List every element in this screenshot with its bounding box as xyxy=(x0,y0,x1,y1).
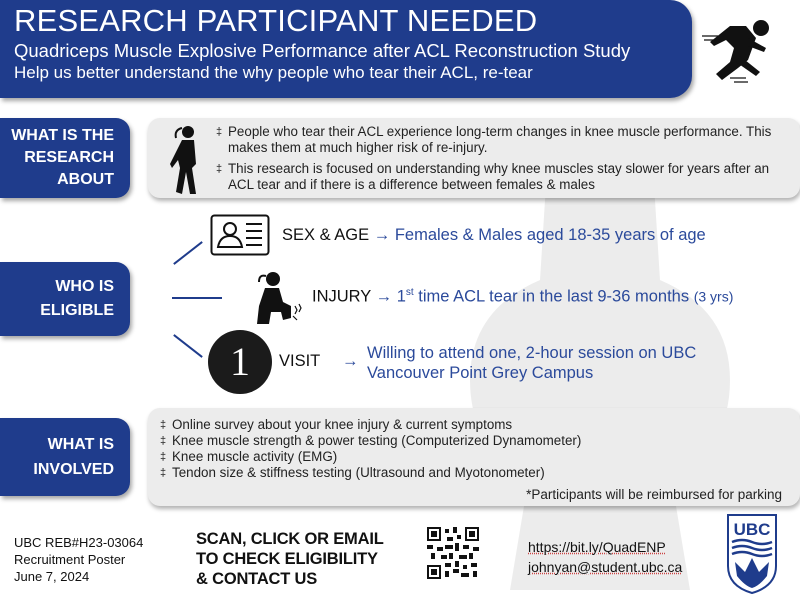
sprinter-icon xyxy=(700,18,780,84)
cta-line: TO CHECK ELIGIBILITY xyxy=(196,550,378,568)
label-line: WHO IS xyxy=(55,278,114,295)
criterion-visit-value xyxy=(367,343,696,383)
poster-date: June 7, 2024 xyxy=(14,569,90,584)
cta-line: SCAN, CLICK OR EMAIL xyxy=(196,530,384,548)
label-line: WHAT IS THE xyxy=(11,127,114,144)
contact-links xyxy=(528,537,682,577)
label-line: WHAT IS xyxy=(47,436,114,453)
knee-injury-icon xyxy=(253,270,305,326)
qr-code[interactable] xyxy=(427,527,479,579)
visit-count-badge: 1 xyxy=(208,330,272,394)
header-banner xyxy=(0,0,692,98)
label-line: RESEARCH xyxy=(24,149,114,166)
connector-line xyxy=(173,241,203,265)
parking-note: *Participants will be reimbursed for parking xyxy=(526,487,782,502)
label-line: INVOLVED xyxy=(33,461,114,478)
contact-email[interactable]: johnyan@student.ubc.ca xyxy=(528,559,683,575)
arrow-icon: → xyxy=(375,287,393,306)
list-item: ‡ Tendon size & stiffness testing (Ultrasound and Myotonometer) xyxy=(160,465,760,481)
cta-line: & CONTACT US xyxy=(196,570,318,588)
label-line: ELIGIBLE xyxy=(40,302,114,319)
tagline: Help us better understand the why people who tear their ACL, re-tear xyxy=(14,63,533,82)
list-item: ‡ Knee muscle strength & power testing (Computerized Dynamometer) xyxy=(160,433,760,449)
connector-line xyxy=(173,334,203,358)
criterion-value: Females & Males aged 18-35 years of age xyxy=(394,226,706,244)
call-to-action xyxy=(196,529,384,589)
criterion-name: SEX & AGE xyxy=(282,226,370,244)
ubc-logo-text: UBC xyxy=(733,520,771,539)
list-item: ‡ People who tear their ACL experience long-term changes in knee muscle performance. This makes them at much higher risk of re-injury. xyxy=(216,124,786,156)
section-label-involved xyxy=(0,418,130,496)
arrow-icon: → xyxy=(342,352,359,370)
criterion-injury xyxy=(312,287,733,307)
ubc-logo xyxy=(727,514,777,594)
criterion-visit-name: VISIT xyxy=(279,352,321,370)
criterion-note: (3 yrs) xyxy=(693,288,734,305)
page-title: RESEARCH PARTICIPANT NEEDED xyxy=(14,3,538,38)
doc-type: Recruitment Poster xyxy=(14,552,126,567)
reb-number: UBC REB#H23-03064 xyxy=(14,535,144,550)
id-card-icon xyxy=(210,214,270,256)
criterion-sex-age xyxy=(282,226,706,245)
list-item: ‡ Knee muscle activity (EMG) xyxy=(160,449,760,465)
arrow-icon: → xyxy=(373,226,391,244)
woman-walking-icon xyxy=(170,124,204,196)
value-line: Vancouver Point Grey Campus xyxy=(367,364,594,382)
list-item: ‡ Online survey about your knee injury & current symptoms xyxy=(160,417,760,433)
criterion-value: 1 xyxy=(396,287,406,306)
about-bullets xyxy=(216,124,786,198)
list-item: ‡ This research is focused on understanding why knee muscles stay slower for years after an ACL tear and if there is a difference between females & males xyxy=(216,161,786,193)
study-title: Quadriceps Muscle Explosive Performance after ACL Reconstruction Study xyxy=(14,40,631,61)
section-label-eligible xyxy=(0,262,130,336)
study-link[interactable]: https://bit.ly/QuadENP xyxy=(528,539,666,555)
poster-meta xyxy=(14,534,143,585)
label-line: ABOUT xyxy=(57,171,114,188)
connector-line xyxy=(172,297,222,299)
criterion-value: time ACL tear in the last 9-36 months xyxy=(413,287,690,306)
section-label-about xyxy=(0,118,130,198)
ordinal-suffix: st xyxy=(405,287,414,298)
involved-bullets xyxy=(160,417,760,481)
criterion-name: INJURY xyxy=(312,287,371,306)
value-line: Willing to attend one, 2-hour session on UBC xyxy=(367,344,697,362)
